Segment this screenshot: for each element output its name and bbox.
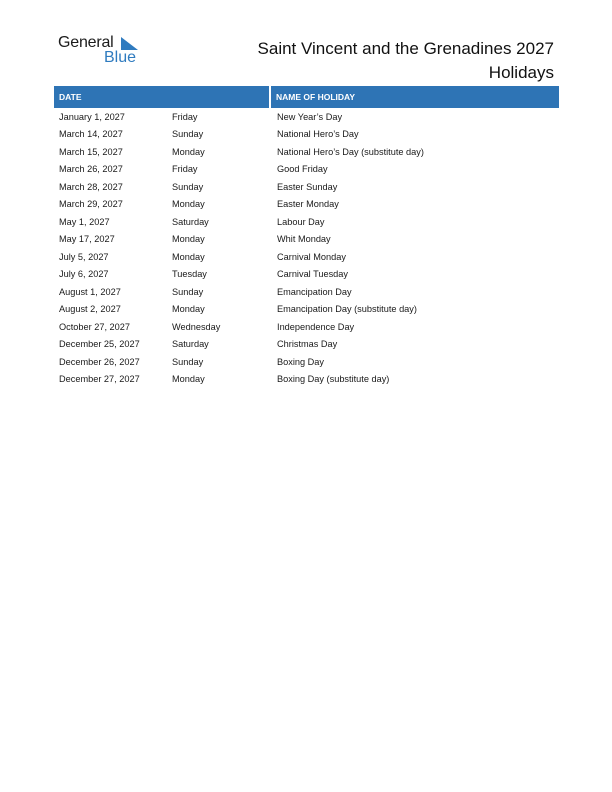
date-cell: August 2, 2027 bbox=[59, 304, 121, 315]
table-row bbox=[54, 283, 559, 301]
table-row bbox=[54, 161, 559, 179]
holiday-name-cell: Easter Monday bbox=[277, 199, 339, 210]
table-row bbox=[54, 266, 559, 284]
weekday-cell: Monday bbox=[172, 374, 205, 385]
date-cell: July 6, 2027 bbox=[59, 269, 109, 280]
weekday-cell: Sunday bbox=[172, 129, 204, 140]
weekday-cell: Monday bbox=[172, 146, 205, 157]
date-cell: July 5, 2027 bbox=[59, 251, 109, 262]
weekday-cell: Friday bbox=[172, 111, 198, 122]
table-body bbox=[54, 108, 559, 388]
table-row bbox=[54, 353, 559, 371]
table-row bbox=[54, 248, 559, 266]
holiday-name-cell: Emancipation Day (substitute day) bbox=[277, 304, 417, 315]
weekday-cell: Saturday bbox=[172, 339, 209, 350]
table-row bbox=[54, 231, 559, 249]
holiday-name-cell: Carnival Monday bbox=[277, 251, 346, 262]
table-row bbox=[54, 196, 559, 214]
holiday-name-cell: New Year’s Day bbox=[277, 111, 343, 122]
table-row bbox=[54, 108, 559, 126]
weekday-cell: Monday bbox=[172, 199, 205, 210]
weekday-cell: Sunday bbox=[172, 286, 204, 297]
column-header-date: DATE bbox=[54, 86, 270, 108]
column-header-holiday-name: NAME OF HOLIDAY bbox=[270, 86, 559, 108]
date-cell: December 27, 2027 bbox=[59, 374, 140, 385]
table-row bbox=[54, 143, 559, 161]
holiday-name-cell: Emancipation Day bbox=[277, 286, 352, 297]
table-row bbox=[54, 126, 559, 144]
weekday-cell: Tuesday bbox=[172, 269, 207, 280]
weekday-cell: Wednesday bbox=[172, 321, 221, 332]
weekday-cell: Friday bbox=[172, 164, 198, 175]
logo-text-general: General bbox=[58, 34, 114, 51]
logo-text-blue: Blue bbox=[104, 49, 137, 66]
holiday-name-cell: National Hero’s Day bbox=[277, 129, 359, 140]
table-row bbox=[54, 336, 559, 354]
generalblue-logo bbox=[58, 34, 148, 68]
page-title-line2: Holidays bbox=[488, 63, 554, 82]
date-cell: January 1, 2027 bbox=[59, 111, 125, 122]
holiday-name-cell: Good Friday bbox=[277, 164, 328, 175]
holidays-table bbox=[54, 86, 559, 388]
table-header-row bbox=[54, 86, 559, 108]
table-row bbox=[54, 301, 559, 319]
weekday-cell: Saturday bbox=[172, 216, 209, 227]
page-title-line1: Saint Vincent and the Grenadines 2027 bbox=[257, 39, 554, 58]
holiday-name-cell: Carnival Tuesday bbox=[277, 269, 348, 280]
weekday-cell: Monday bbox=[172, 234, 205, 245]
holiday-name-cell: Christmas Day bbox=[277, 339, 338, 350]
date-cell: August 1, 2027 bbox=[59, 286, 121, 297]
weekday-cell: Monday bbox=[172, 251, 205, 262]
holiday-name-cell: Independence Day bbox=[277, 321, 355, 332]
date-cell: May 1, 2027 bbox=[59, 216, 110, 227]
table-row bbox=[54, 178, 559, 196]
date-cell: December 26, 2027 bbox=[59, 356, 140, 367]
table-row bbox=[54, 371, 559, 389]
date-cell: May 17, 2027 bbox=[59, 234, 115, 245]
table-row bbox=[54, 213, 559, 231]
holiday-name-cell: National Hero’s Day (substitute day) bbox=[277, 146, 424, 157]
page-title bbox=[194, 37, 554, 85]
date-cell: March 14, 2027 bbox=[59, 129, 123, 140]
holiday-name-cell: Easter Sunday bbox=[277, 181, 338, 192]
table-row bbox=[54, 318, 559, 336]
holiday-name-cell: Whit Monday bbox=[277, 234, 331, 245]
date-cell: March 28, 2027 bbox=[59, 181, 123, 192]
weekday-cell: Sunday bbox=[172, 181, 204, 192]
holiday-name-cell: Boxing Day (substitute day) bbox=[277, 374, 390, 385]
date-cell: March 26, 2027 bbox=[59, 164, 123, 175]
date-cell: March 29, 2027 bbox=[59, 199, 123, 210]
holiday-name-cell: Labour Day bbox=[277, 216, 325, 227]
weekday-cell: Sunday bbox=[172, 356, 204, 367]
weekday-cell: Monday bbox=[172, 304, 205, 315]
holiday-name-cell: Boxing Day bbox=[277, 356, 324, 367]
date-cell: December 25, 2027 bbox=[59, 339, 140, 350]
date-cell: March 15, 2027 bbox=[59, 146, 123, 157]
date-cell: October 27, 2027 bbox=[59, 321, 130, 332]
